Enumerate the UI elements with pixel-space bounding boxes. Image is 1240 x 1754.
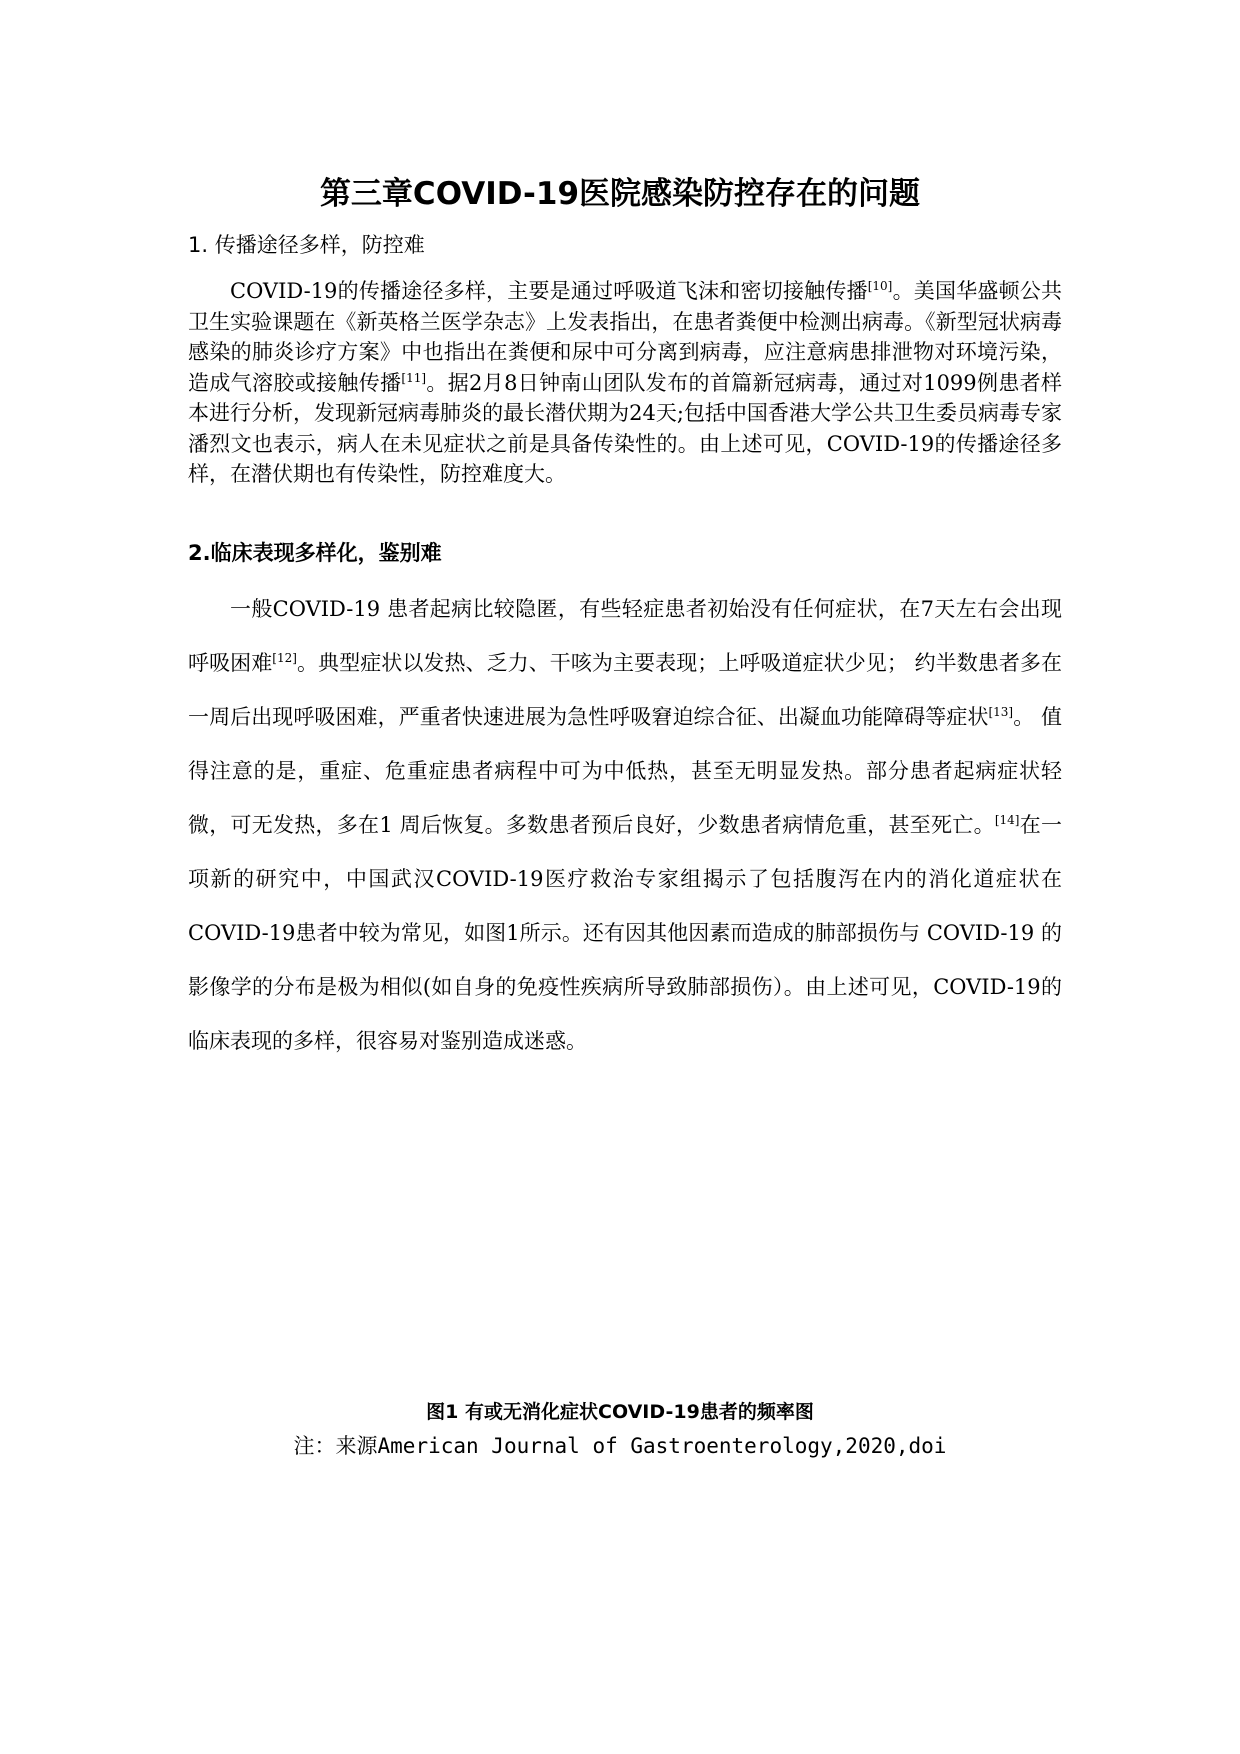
paragraph-text: 。据2月8日钟南山团队发布的首篇新冠病毒，通过对1099例患者样本进行分析，发现新冠病毒肺炎的最长潜伏期为24天;包括中国香港大学公共卫生委员病毒专家潘烈文也表示，病人在未见症状之前是具备传染性的。由上述可见，COVID-19的传播途径多样，在潜伏期也有传染性，防控难度大。 <box>188 370 1063 486</box>
citation-ref: [11] <box>401 370 427 385</box>
paragraph-text: COVID-19的传播途径多样，主要是通过呼吸道飞沫和密切接触传播 <box>230 279 868 303</box>
paragraph-text: 。 值得注意的是，重症、危重症患者病程中可为中低热，甚至无明显发热。部分患者起病症状轻微，可无发热，多在1 周后恢复。多数患者预后良好，少数患者病情危重，甚至死亡。 <box>188 705 1062 837</box>
paragraph-clinical <box>188 582 1062 1068</box>
citation-ref: [13] <box>988 705 1014 719</box>
citation-ref: [14] <box>994 813 1020 827</box>
paragraph-transmission <box>188 276 1062 490</box>
figure-source-note: 注：来源American Journal of Gastroenterology,2020,doi <box>293 1434 947 1458</box>
section-heading-transmission: 1. 传播途径多样，防控难 <box>188 233 425 257</box>
section-heading-clinical: 2.临床表现多样化，鉴别难 <box>188 541 442 565</box>
chapter-title: 第三章COVID-19医院感染防控存在的问题 <box>319 176 921 212</box>
citation-ref: [12] <box>272 651 297 665</box>
paragraph-text: 在一项新的研究中，中国武汉COVID-19医疗救治专家组揭示了包括腹泻在内的消化道症状在COVID-19患者中较为常见，如图1所示。还有因其他因素而造成的肺部损伤与 COVID-19 的影像学的分布是极为相似(如自身的免疫性疾病所导致肺部损伤）。由上述可见，COVID-19的临床表现的多样，很容易对鉴别造成迷惑。 <box>188 813 1062 1053</box>
paragraph-text: 。美国华盛顿公共卫生实验课题在《新英格兰医学杂志》上发表指出，在患者粪便中检测出病毒。《新型冠状病毒感染的肺炎诊疗方案》中也指出在粪便和尿中可分离到病毒，应注意病患排泄物对环境污染，造成气溶胶或接触传播 <box>188 279 1063 395</box>
citation-ref: [10] <box>867 279 893 293</box>
figure-caption: 图1 有或无消化症状COVID-19患者的频率图 <box>426 1401 814 1423</box>
paragraph-text: 。典型症状以发热、乏力、干咳为主要表现；上呼吸道症状少见； 约半数患者多在一周后出现呼吸困难，严重者快速进展为急性呼吸窘迫综合征、出凝血功能障碍等症状 <box>188 651 1062 729</box>
paragraph-text: 一般COVID-19 患者起病比较隐匿，有些轻症患者初始没有任何症状，在7天左右会出现呼吸困难 <box>188 597 1062 675</box>
